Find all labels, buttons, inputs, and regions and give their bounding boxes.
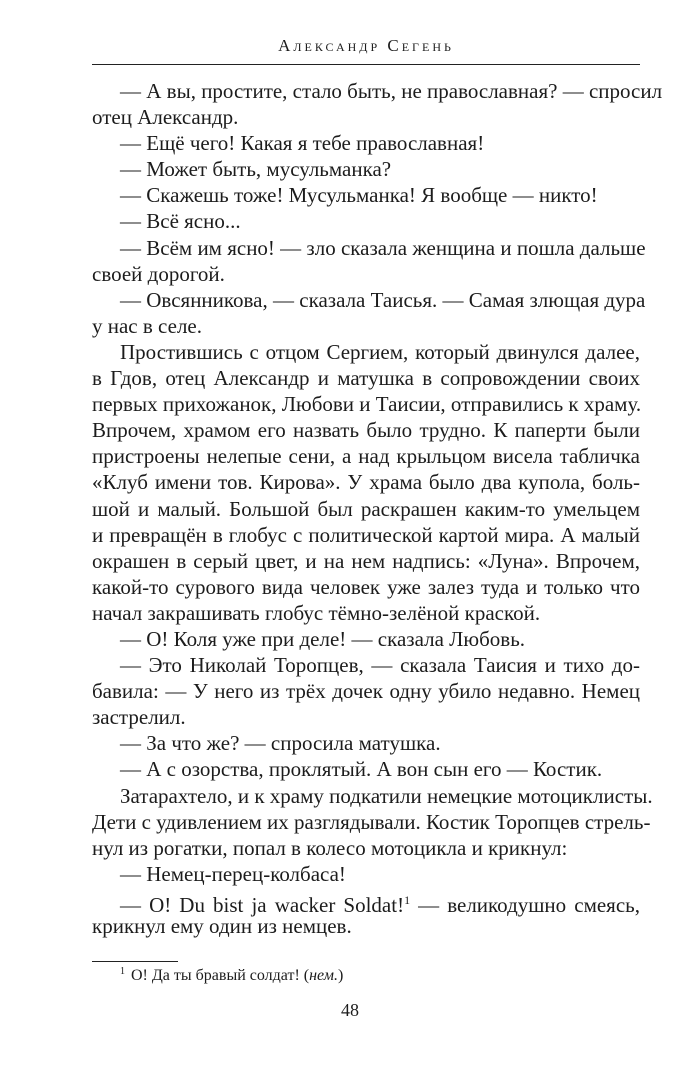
header-rule (92, 64, 640, 65)
footnote-marker: 1 (120, 966, 125, 977)
text-line: Затарахтело, и к храму подкатили немецкие мотоциклисты. (120, 783, 653, 808)
text-line: Дети с удивлением их разглядывали. Костик Торопцев стрель- (92, 809, 651, 834)
text-line: — Может быть, мусульманка? (120, 157, 392, 182)
text-line: застрелил. (92, 705, 186, 730)
text-line: — А вы, простите, стало быть, не православная? — спросил (120, 79, 663, 103)
text-line: крикнул ему один из немцев. (92, 914, 352, 938)
text-line: нул из рогатки, попал в колесо мотоцикла и крикнул: (92, 835, 568, 860)
text-line: своей дорогой. (92, 261, 225, 286)
running-header: Александр Сегень (278, 36, 454, 55)
text-line: — Это Николай Торопцев, — сказала Таисия и тихо до- (120, 653, 640, 678)
text-line: — Всём им ясно! — зло сказала женщина и пошла дальше (120, 235, 646, 260)
text-line: — Немец-перец-колбаса! (120, 861, 346, 886)
text-line: отец Александр. (92, 105, 239, 130)
text-line: первых прихожанок, Любови и Таисии, отправились к храму. (92, 392, 642, 417)
footnote-text: О! Да ты бравый солдат! ( (131, 967, 310, 984)
text-line: — Всё ясно... (120, 209, 241, 234)
text-line (92, 887, 640, 917)
text-line: — Скажешь тоже! Мусульманка! Я вообще — никто! (120, 183, 598, 208)
text-line: — Ещё чего! Какая я тебе православная! (120, 131, 485, 156)
text-line: шой и малый. Большой был раскрашен каким-то умельцем (92, 496, 640, 521)
footnote-ref: 1 (404, 892, 411, 907)
body-text (92, 78, 663, 939)
footnote-rule (92, 961, 178, 962)
footnote (120, 966, 343, 985)
text-line: начал закрашивать глобус тёмно-зелёной краской. (92, 600, 541, 625)
german-phrase: — О! Du bist ja wacker Soldat! (120, 892, 405, 917)
text-line: какой-то сурового вида человек уже залез туда и только что (92, 574, 640, 599)
text-line: — За что же? — спросила матушка. (120, 731, 441, 756)
text-line: Простившись с отцом Сергием, который двинулся далее, (120, 339, 640, 364)
text-line: у нас в селе. (92, 313, 202, 338)
footnote-lang: нем. (309, 967, 338, 984)
text-line: пристроены нелепые сени, а над крыльцом висела табличка (92, 444, 640, 469)
page-number: 48 (341, 1000, 359, 1020)
text-line: — А с озорства, проклятый. А вон сын его — Костик. (120, 757, 603, 782)
footnote-close: ) (337, 967, 344, 984)
text-line: бавила: — У него из трёх дочек одну убило недавно. Немец (92, 679, 640, 704)
text-line: и превращён в глобус с политической картой мира. А малый (92, 522, 640, 547)
line-tail: — великодушно смеясь, (410, 892, 640, 917)
text-line: «Клуб имени тов. Кирова». У храма было два купола, боль- (92, 470, 640, 495)
text-line: в Гдов, отец Александр и матушка в сопровождении своих (92, 366, 640, 391)
text-line: Впрочем, храмом его назвать было трудно. К паперти были (92, 418, 640, 443)
text-line: окрашен в серый цвет, и на нем надпись: «Луна». Впрочем, (92, 548, 640, 573)
text-line: — О! Коля уже при деле! — сказала Любовь. (120, 626, 526, 651)
text-line: — Овсянникова, — сказала Таисья. — Самая злющая дура (120, 287, 646, 312)
